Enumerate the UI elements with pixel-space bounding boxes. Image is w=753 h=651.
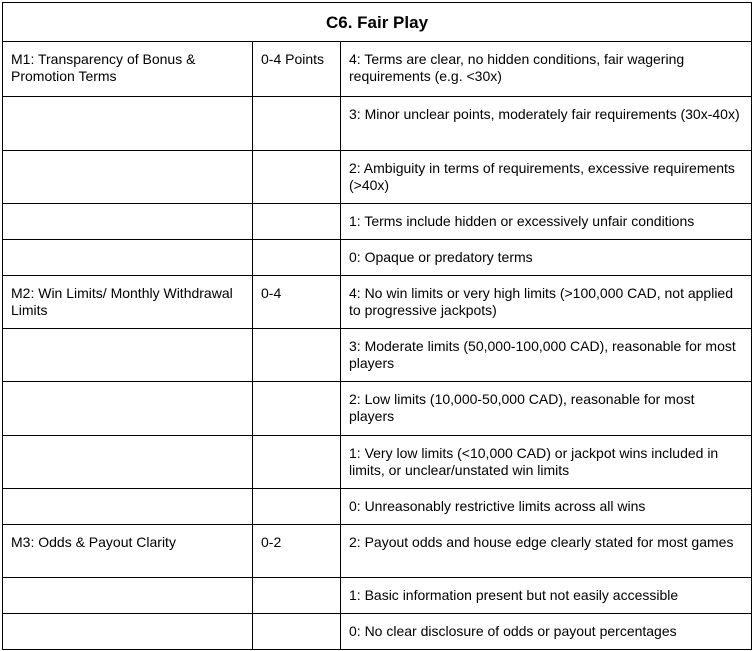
points-cell xyxy=(253,614,341,650)
table-row xyxy=(3,525,752,578)
table-row xyxy=(3,578,752,614)
criterion-cell: 3: Moderate limits (50,000-100,000 CAD), reasonable for most players xyxy=(341,329,752,382)
points-cell: 0-4 xyxy=(253,276,341,329)
metric-cell xyxy=(3,578,253,614)
criterion-cell: 2: Payout odds and house edge clearly stated for most games xyxy=(341,525,752,578)
points-cell xyxy=(253,489,341,525)
table-row xyxy=(3,382,752,436)
criterion-cell: 4: Terms are clear, no hidden conditions, fair wagering requirements (e.g. <30x) xyxy=(341,42,752,97)
metric-cell xyxy=(3,489,253,525)
criterion-cell: 2: Ambiguity in terms of requirements, excessive requirements (>40x) xyxy=(341,151,752,204)
criterion-cell: 1: Very low limits (<10,000 CAD) or jackpot wins included in limits, or unclear/unstated win limits xyxy=(341,436,752,489)
metric-cell xyxy=(3,614,253,650)
criterion-cell: 0: Opaque or predatory terms xyxy=(341,240,752,276)
points-cell xyxy=(253,329,341,382)
points-cell xyxy=(253,436,341,489)
criterion-cell: 0: No clear disclosure of odds or payout percentages xyxy=(341,614,752,650)
metric-cell xyxy=(3,97,253,151)
points-cell xyxy=(253,240,341,276)
metric-cell xyxy=(3,329,253,382)
points-cell: 0-2 xyxy=(253,525,341,578)
points-cell xyxy=(253,578,341,614)
criterion-cell: 1: Basic information present but not easily accessible xyxy=(341,578,752,614)
metric-cell: M3: Odds & Payout Clarity xyxy=(3,525,253,578)
points-cell xyxy=(253,151,341,204)
metric-cell: M2: Win Limits/ Monthly Withdrawal Limits xyxy=(3,276,253,329)
metric-cell xyxy=(3,382,253,436)
fair-play-rubric-table xyxy=(2,2,752,650)
table-row xyxy=(3,204,752,240)
metric-cell: M1: Transparency of Bonus & Promotion Terms xyxy=(3,42,253,97)
table-row xyxy=(3,240,752,276)
points-cell: 0-4 Points xyxy=(253,42,341,97)
criterion-cell: 2: Low limits (10,000-50,000 CAD), reasonable for most players xyxy=(341,382,752,436)
table-row xyxy=(3,42,752,97)
criterion-cell: 3: Minor unclear points, moderately fair requirements (30x-40x) xyxy=(341,97,752,151)
points-cell xyxy=(253,382,341,436)
criterion-cell: 0: Unreasonably restrictive limits across all wins xyxy=(341,489,752,525)
table-row xyxy=(3,436,752,489)
metric-cell xyxy=(3,151,253,204)
points-cell xyxy=(253,97,341,151)
metric-cell xyxy=(3,240,253,276)
metric-cell xyxy=(3,436,253,489)
table-title-row xyxy=(3,3,752,42)
criterion-cell: 4: No win limits or very high limits (>100,000 CAD, not applied to progressive jackpots) xyxy=(341,276,752,329)
table-row xyxy=(3,614,752,650)
criterion-cell: 1: Terms include hidden or excessively unfair conditions xyxy=(341,204,752,240)
table-row xyxy=(3,97,752,151)
table-row xyxy=(3,151,752,204)
points-cell xyxy=(253,204,341,240)
table-row xyxy=(3,329,752,382)
metric-cell xyxy=(3,204,253,240)
table-row xyxy=(3,276,752,329)
table-title: C6. Fair Play xyxy=(3,3,752,42)
table-row xyxy=(3,489,752,525)
